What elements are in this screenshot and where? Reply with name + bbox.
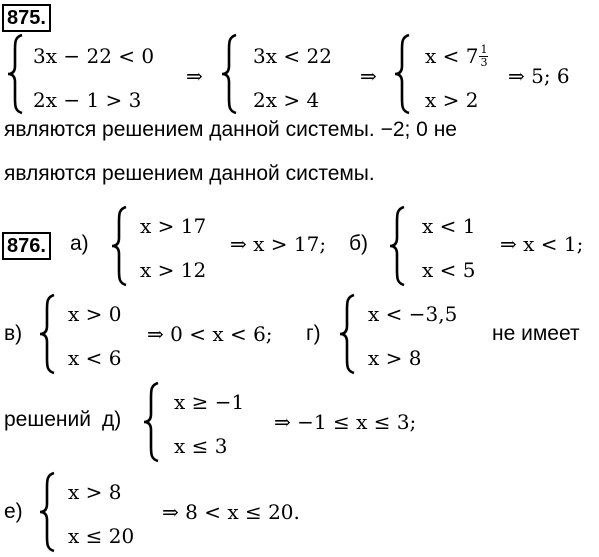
problem-number-875: 875. xyxy=(2,4,51,32)
system-v-line-1: x > 0 xyxy=(68,302,122,326)
result-g: не имеет xyxy=(492,322,580,345)
system-e-line-1: x > 8 xyxy=(68,480,122,504)
system-875-1-line-2: 2x − 1 > 3 xyxy=(33,88,142,112)
system-v-line-2: x < 6 xyxy=(68,346,122,370)
system-brace xyxy=(6,34,24,114)
result-875: ⇒ 5; 6 xyxy=(508,64,570,88)
system-a-line-2: x > 12 xyxy=(140,258,207,282)
system-brace xyxy=(38,294,56,374)
fraction-numerator: 1 xyxy=(480,43,488,56)
result-e: ⇒ 8 < x ≤ 20. xyxy=(162,500,300,524)
fraction xyxy=(479,44,488,69)
system-brace xyxy=(110,206,128,286)
part-label-e: е) xyxy=(4,500,23,523)
system-875-3-line-1-text: x < 7 xyxy=(425,44,479,68)
system-a-line-1: x > 17 xyxy=(140,214,207,238)
system-875-3-line-2: x > 2 xyxy=(425,88,479,112)
result-v: ⇒ 0 < x < 6; xyxy=(147,322,273,346)
system-d-line-1: x ≥ −1 xyxy=(174,390,245,414)
part-label-b: б) xyxy=(349,232,369,255)
system-brace xyxy=(220,34,238,114)
part-label-d: д) xyxy=(102,408,122,431)
system-g-line-1: x < −3,5 xyxy=(368,302,458,326)
system-g-line-2: x > 8 xyxy=(368,346,422,370)
part-label-g: г) xyxy=(306,322,321,345)
system-875-3-line-1 xyxy=(425,44,488,69)
explanation-line-1: являются решением данной системы. −2; 0 не xyxy=(4,118,457,141)
result-a: ⇒ x > 17; xyxy=(230,232,327,256)
system-875-2-line-2: 2x > 4 xyxy=(253,88,320,112)
system-e-line-2: x ≤ 20 xyxy=(68,524,135,548)
implies-arrow: ⇒ xyxy=(360,64,377,88)
result-d: ⇒ −1 ≤ x ≤ 3; xyxy=(274,410,417,434)
system-b-line-2: x < 5 xyxy=(422,258,476,282)
continuation-text: решений xyxy=(4,408,91,431)
implies-arrow: ⇒ xyxy=(186,64,203,88)
system-brace xyxy=(338,294,356,374)
system-brace xyxy=(393,34,411,114)
system-brace xyxy=(388,206,406,286)
result-b: ⇒ x < 1; xyxy=(500,232,584,256)
system-d-line-2: x ≤ 3 xyxy=(174,434,228,458)
system-brace xyxy=(142,382,160,462)
problem-number-876: 876. xyxy=(2,232,51,260)
explanation-line-2: являются решением данной системы. xyxy=(4,162,375,185)
part-label-v: в) xyxy=(4,322,23,345)
system-875-2-line-1: 3x < 22 xyxy=(253,44,332,68)
system-b-line-1: x < 1 xyxy=(422,214,476,238)
fraction-denominator: 3 xyxy=(480,56,488,69)
system-875-1-line-1: 3x − 22 < 0 xyxy=(33,44,155,68)
system-brace xyxy=(38,472,56,552)
part-label-a: а) xyxy=(70,232,89,255)
